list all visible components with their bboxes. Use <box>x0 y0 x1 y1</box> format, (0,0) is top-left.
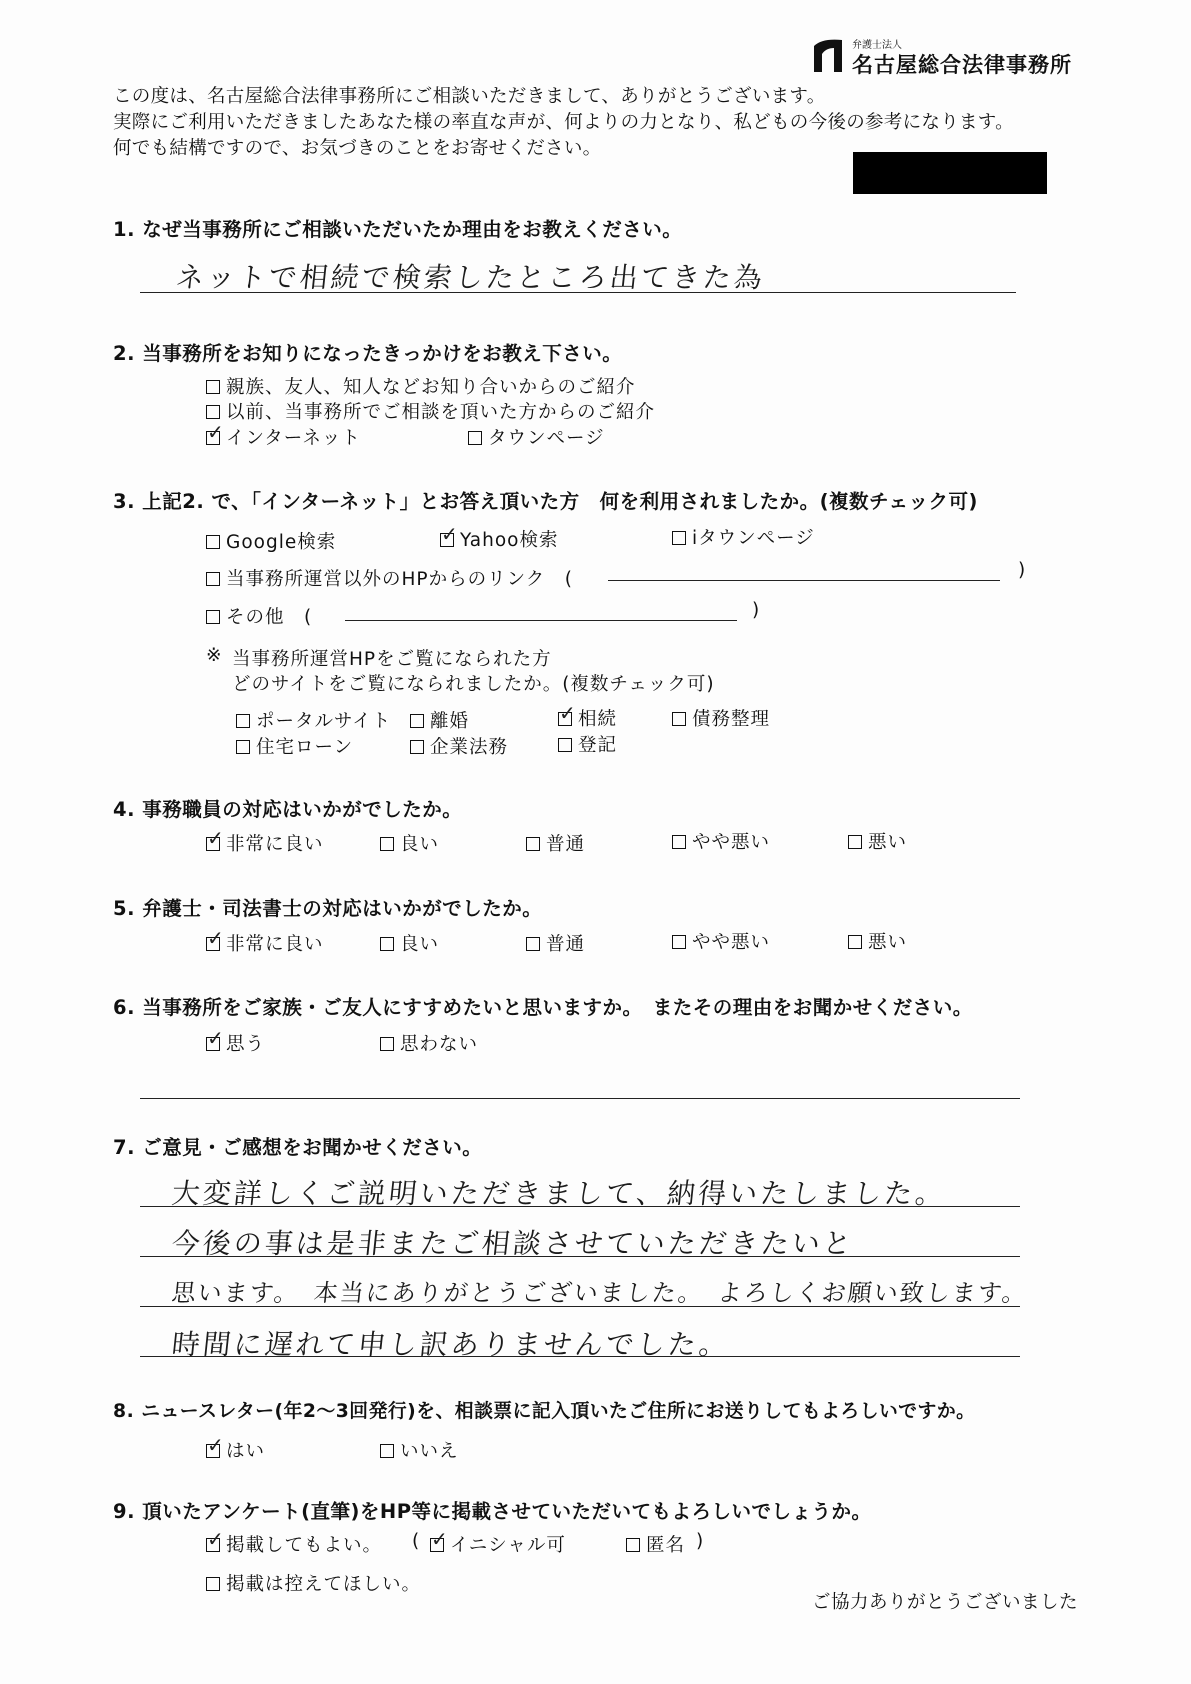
checkbox[interactable] <box>848 835 862 849</box>
checkbox[interactable] <box>410 714 424 728</box>
q3-link-input-line[interactable] <box>608 580 1000 581</box>
q8-option-yes[interactable]: ✓ はい <box>207 1433 266 1462</box>
check-mark-icon: ✓ <box>207 826 225 850</box>
q2-option-townpage[interactable]: タウンページ <box>468 424 605 450</box>
redacted-name <box>853 152 1047 194</box>
checkbox[interactable] <box>206 535 220 549</box>
q8-label: 8. ニュースレター(年2〜3回発行)を、相談票に記入頂いたご住所にお送りしてもよろしいですか。 <box>113 1401 976 1422</box>
site-divorce[interactable]: 離婚 <box>410 707 469 733</box>
check-mark-icon: ✓ <box>207 1527 225 1551</box>
footer-thanks: ご協力ありがとうございました <box>812 1592 1079 1613</box>
checkbox[interactable] <box>236 714 250 728</box>
firm-logo <box>812 38 844 76</box>
checkbox[interactable] <box>626 1538 640 1552</box>
checkbox[interactable] <box>848 935 862 949</box>
firm-small-label: 弁護士法人 <box>852 40 902 51</box>
q9-paren-close: ) <box>696 1531 705 1552</box>
checkbox[interactable] <box>236 740 250 754</box>
q2-option-1[interactable]: 親族、友人、知人などお知り合いからのご紹介 <box>206 373 636 399</box>
firm-logo-icon <box>812 38 844 72</box>
checkbox-checked[interactable] <box>206 1026 225 1051</box>
check-mark-icon: ✓ <box>431 1527 449 1551</box>
site-corporate[interactable]: 企業法務 <box>410 733 508 759</box>
q2-option-internet[interactable]: ✓ インターネット <box>207 420 361 449</box>
checkbox-checked[interactable] <box>206 420 225 445</box>
checkbox[interactable] <box>526 837 540 851</box>
q8-option-no[interactable]: いいえ <box>380 1437 459 1463</box>
q3-option-itownpage[interactable]: iタウンページ <box>672 524 815 550</box>
checkbox[interactable] <box>380 837 394 851</box>
checkbox[interactable] <box>380 1444 394 1458</box>
site-inheritance[interactable]: ✓ 相続 <box>559 701 618 730</box>
q7-answer-line-2[interactable]: 今後の事は是非またご相談させていただきたいと <box>170 1227 856 1260</box>
q9-option-allow[interactable]: ✓ 掲載してもよい。 <box>207 1527 383 1556</box>
q5-option-normal[interactable]: 普通 <box>526 930 585 956</box>
checkbox[interactable] <box>206 610 220 624</box>
firm-name: 名古屋総合法律事務所 <box>852 52 1072 77</box>
checkbox[interactable] <box>468 431 482 445</box>
q3-label: 3. 上記2. で、「インターネット」とお答え頂いた方 何を利用されましたか。(複数チェック可) <box>113 490 978 513</box>
q6-reason-line[interactable] <box>140 1098 1020 1099</box>
q7-answer-line-1[interactable]: 大変詳しくご説明いただきまして、納得いたしました。 <box>170 1177 949 1210</box>
q4-label: 4. 事務職員の対応はいかがでしたか。 <box>113 798 463 821</box>
checkbox[interactable] <box>206 1577 220 1591</box>
checkbox[interactable] <box>410 740 424 754</box>
intro-line-2: 実際にご利用いただきましたあなた様の率直な声が、何よりの力となり、私どもの今後の参考になります。 <box>113 112 1014 133</box>
site-debt[interactable]: 債務整理 <box>672 705 770 731</box>
check-mark-icon: ✓ <box>207 1433 225 1457</box>
q3-option-other[interactable]: その他 ( <box>206 603 312 629</box>
q9-label: 9. 頂いたアンケート(直筆)をHP等に掲載させていただいてもよろしいでしょうか。 <box>113 1500 872 1523</box>
q3-other-paren-close: ) <box>752 600 761 621</box>
checkbox[interactable] <box>672 712 686 726</box>
q4-option-somewhat-bad[interactable]: やや悪い <box>672 828 770 854</box>
q4-option-very-good[interactable]: ✓ 非常に良い <box>207 826 324 855</box>
q5-option-somewhat-bad[interactable]: やや悪い <box>672 928 770 954</box>
checkbox-checked[interactable] <box>206 1527 225 1552</box>
q3-link-paren-close: ) <box>1018 560 1027 581</box>
q7-label: 7. ご意見・ご感想をお聞かせください。 <box>113 1136 483 1159</box>
check-mark-icon: ✓ <box>207 1026 225 1050</box>
q3-note-line-1: 当事務所運営HPをご覧になられた方 <box>232 649 552 670</box>
site-portal[interactable]: ポータルサイト <box>236 707 391 733</box>
checkbox[interactable] <box>206 572 220 586</box>
check-mark-icon: ✓ <box>207 420 225 444</box>
checkbox[interactable] <box>380 937 394 951</box>
intro-line-3: 何でも結構ですので、お気づきのことをお寄せください。 <box>113 138 602 159</box>
q5-option-bad[interactable]: 悪い <box>848 928 907 954</box>
q6-option-no[interactable]: 思わない <box>380 1030 478 1056</box>
q3-other-input-line[interactable] <box>345 620 737 621</box>
checkbox[interactable] <box>558 738 572 752</box>
checkbox[interactable] <box>672 935 686 949</box>
q2-option-2[interactable]: 以前、当事務所でご相談を頂いた方からのご紹介 <box>206 398 655 424</box>
intro-line-1: この度は、名古屋総合法律事務所にご相談いただきまして、ありがとうございます。 <box>113 86 826 107</box>
q1-label: 1. なぜ当事務所にご相談いただいたか理由をお教えください。 <box>113 218 683 241</box>
checkbox-checked[interactable] <box>206 826 225 851</box>
q3-note-mark: ※ <box>206 645 223 666</box>
q4-option-bad[interactable]: 悪い <box>848 828 907 854</box>
q5-option-very-good[interactable]: ✓ 非常に良い <box>207 926 324 955</box>
site-registration[interactable]: 登記 <box>558 731 617 757</box>
checkbox[interactable] <box>206 405 220 419</box>
q3-note-line-2: どのサイトをご覧になられましたか。(複数チェック可) <box>232 674 715 695</box>
checkbox[interactable] <box>672 531 686 545</box>
site-housing-loan[interactable]: 住宅ローン <box>236 733 353 759</box>
q2-label: 2. 当事務所をお知りになったきっかけをお教え下さい。 <box>113 342 623 365</box>
checkbox[interactable] <box>672 835 686 849</box>
checkbox[interactable] <box>526 937 540 951</box>
q6-label: 6. 当事務所をご家族・ご友人にすすめたいと思いますか。 またその理由をお聞かせください。 <box>113 996 973 1019</box>
q6-option-yes[interactable]: ✓ 思う <box>207 1026 266 1055</box>
q5-option-good[interactable]: 良い <box>380 930 439 956</box>
checkbox-checked[interactable] <box>430 1527 449 1552</box>
q9-option-anonymous[interactable]: 匿名 <box>626 1531 685 1557</box>
check-mark-icon: ✓ <box>207 926 225 950</box>
q9-option-decline[interactable]: 掲載は控えてほしい。 <box>206 1570 421 1596</box>
q1-answer-line <box>140 292 1016 293</box>
q7-answer-line-4[interactable]: 時間に遅れて申し訳ありませんでした。 <box>170 1328 732 1361</box>
q7-answer-line-3[interactable]: 思います。 本当にありがとうございました。 よろしくお願い致します。 <box>170 1279 1030 1307</box>
q5-label: 5. 弁護士・司法書士の対応はいかがでしたか。 <box>113 897 543 920</box>
q3-option-yahoo[interactable]: ✓ Yahoo検索 <box>441 522 559 551</box>
checkbox-checked[interactable] <box>206 1433 225 1458</box>
q7-line-3 <box>140 1306 1020 1307</box>
q9-paren-open: ( <box>412 1531 421 1552</box>
q7-line-4 <box>140 1356 1020 1357</box>
checkbox-checked[interactable] <box>206 926 225 951</box>
q1-answer[interactable]: ネットで相続で検索したところ出てきた為 <box>174 261 767 294</box>
q7-line-1 <box>140 1206 1020 1207</box>
q4-option-normal[interactable]: 普通 <box>526 830 585 856</box>
q3-option-other-hp-link[interactable]: 当事務所運営以外のHPからのリンク ( <box>206 565 573 591</box>
checkbox[interactable] <box>206 380 220 394</box>
q4-option-good[interactable]: 良い <box>380 830 439 856</box>
q7-line-2 <box>140 1256 1020 1257</box>
q9-option-initial[interactable]: ✓ イニシャル可 <box>431 1527 566 1556</box>
check-mark-icon: ✓ <box>559 701 577 725</box>
check-mark-icon: ✓ <box>441 522 459 546</box>
checkbox[interactable] <box>380 1037 394 1051</box>
checkbox-checked[interactable] <box>440 522 459 547</box>
checkbox-checked[interactable] <box>558 701 577 726</box>
q3-option-google[interactable]: Google検索 <box>206 528 336 554</box>
